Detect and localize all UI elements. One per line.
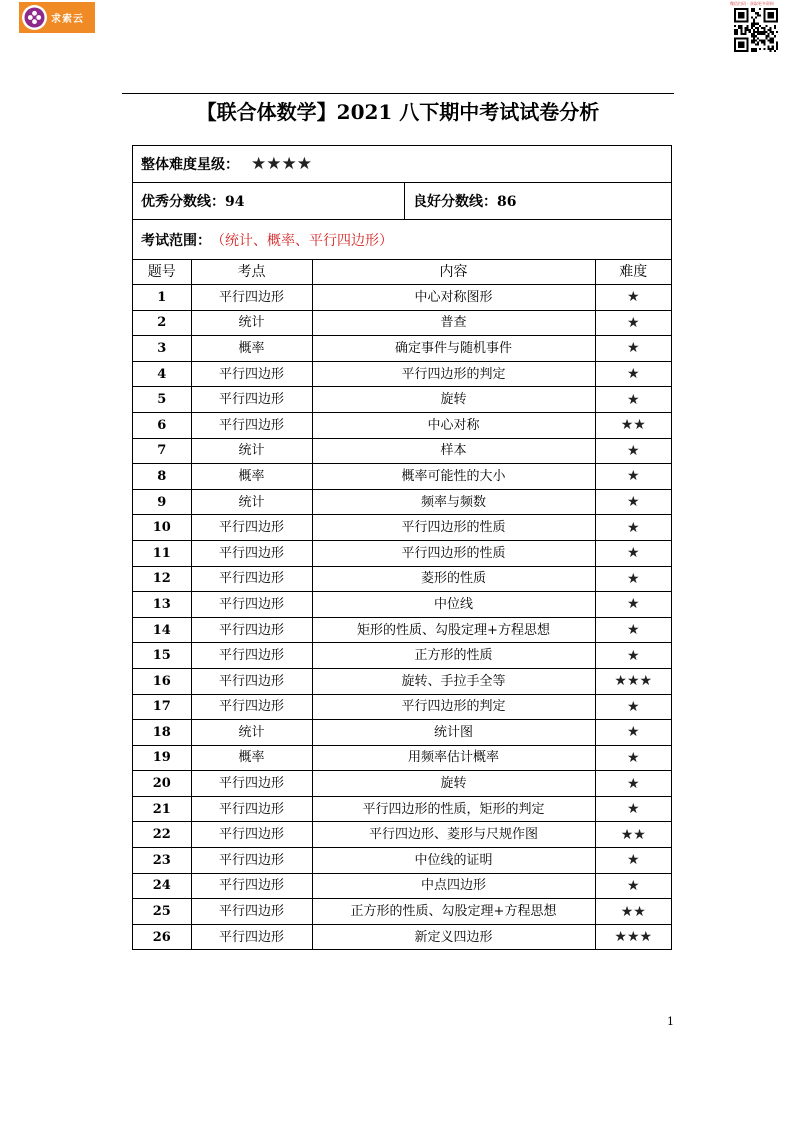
difficulty-cell: ★★ [595,822,671,848]
question-number: 3 [133,336,191,362]
qr-code-icon [734,8,778,52]
difficulty-cell: ★★ [595,412,671,438]
table-row [133,515,671,541]
good-score-line: 良好分数线：86 [413,194,517,210]
table-row [133,387,671,413]
difficulty-cell: ★★ [595,899,671,925]
content-cell: 确定事件与随机事件 [312,336,595,362]
logo-emblem-icon [22,5,47,30]
content-cell: 旋转 [312,771,595,797]
table-row [133,361,671,387]
analysis-sheet [132,145,672,950]
table-row [133,848,671,874]
document-title: 【联合体数学】2021 八下期中考试试卷分析 [196,100,600,124]
question-number: 8 [133,464,191,490]
table-row [133,899,671,925]
difficulty-cell: ★ [595,771,671,797]
content-cell: 正方形的性质 [312,643,595,669]
topic-cell: 平行四边形 [191,285,312,311]
difficulty-cell: ★ [595,361,671,387]
overall-difficulty-row [133,146,671,183]
content-cell: 平行四边形的性质 [312,540,595,566]
table-header-row [133,260,671,285]
table-row [133,336,671,362]
difficulty-cell: ★ [595,694,671,720]
table-row [133,668,671,694]
content-cell: 频率与频数 [312,489,595,515]
content-cell: 新定义四边形 [312,924,595,949]
page-number: 1 [667,1015,674,1028]
difficulty-cell: ★ [595,489,671,515]
question-number: 20 [133,771,191,797]
difficulty-cell: ★ [595,643,671,669]
content-cell: 中位线 [312,592,595,618]
table-row [133,873,671,899]
question-number: 17 [133,694,191,720]
content-cell: 旋转、手拉手全等 [312,668,595,694]
question-number: 23 [133,848,191,874]
column-header-difficulty: 难度 [595,260,671,285]
content-cell: 概率可能性的大小 [312,464,595,490]
table-row [133,924,671,949]
table-row [133,438,671,464]
topic-cell: 平行四边形 [191,515,312,541]
question-number: 4 [133,361,191,387]
table-row [133,540,671,566]
difficulty-cell: ★ [595,310,671,336]
excellent-score-line: 优秀分数线：94 [133,183,405,219]
topic-cell: 平行四边形 [191,412,312,438]
topic-cell: 概率 [191,464,312,490]
header-rule [122,93,674,94]
table-row [133,566,671,592]
difficulty-cell: ★ [595,566,671,592]
question-number: 25 [133,899,191,925]
table-row [133,643,671,669]
question-number: 24 [133,873,191,899]
question-number: 13 [133,592,191,618]
question-number: 19 [133,745,191,771]
question-number: 1 [133,285,191,311]
difficulty-cell: ★★★ [595,924,671,949]
topic-cell: 平行四边形 [191,848,312,874]
question-number: 14 [133,617,191,643]
question-table [133,260,671,949]
content-cell: 中心对称图形 [312,285,595,311]
scope-value: （统计、概率、平行四边形） [211,232,393,249]
content-cell: 样本 [312,438,595,464]
topic-cell: 平行四边形 [191,771,312,797]
question-number: 7 [133,438,191,464]
question-number: 10 [133,515,191,541]
content-cell: 普查 [312,310,595,336]
topic-cell: 平行四边形 [191,643,312,669]
difficulty-cell: ★ [595,617,671,643]
topic-cell: 平行四边形 [191,592,312,618]
table-row [133,489,671,515]
difficulty-cell: ★ [595,745,671,771]
question-number: 22 [133,822,191,848]
table-row [133,617,671,643]
difficulty-stars: ★★★★ [251,154,312,174]
content-cell: 用频率估计概率 [312,745,595,771]
table-row [133,720,671,746]
table-row [133,822,671,848]
table-row [133,310,671,336]
content-cell: 菱形的性质 [312,566,595,592]
topic-cell: 概率 [191,336,312,362]
content-cell: 矩形的性质、勾股定理+方程思想 [312,617,595,643]
difficulty-cell: ★ [595,464,671,490]
topic-cell: 平行四边形 [191,540,312,566]
difficulty-cell: ★ [595,387,671,413]
question-number: 6 [133,412,191,438]
difficulty-cell: ★ [595,848,671,874]
topic-cell: 平行四边形 [191,361,312,387]
content-cell: 中点四边形 [312,873,595,899]
topic-cell: 统计 [191,720,312,746]
topic-cell: 统计 [191,489,312,515]
topic-cell: 平行四边形 [191,387,312,413]
topic-cell: 统计 [191,310,312,336]
question-number: 26 [133,924,191,949]
content-cell: 统计图 [312,720,595,746]
column-header-content: 内容 [312,260,595,285]
table-row [133,694,671,720]
content-cell: 平行四边形的判定 [312,694,595,720]
column-header-number: 题号 [133,260,191,285]
difficulty-cell: ★ [595,336,671,362]
difficulty-cell: ★ [595,540,671,566]
table-row [133,464,671,490]
difficulty-cell: ★ [595,720,671,746]
question-number: 15 [133,643,191,669]
table-row [133,796,671,822]
table-row [133,771,671,797]
content-cell: 旋转 [312,387,595,413]
table-row [133,412,671,438]
content-cell: 平行四边形的性质，矩形的判定 [312,796,595,822]
question-number: 11 [133,540,191,566]
question-number: 12 [133,566,191,592]
content-cell: 中心对称 [312,412,595,438]
difficulty-label: 整体难度星级： [141,157,239,173]
question-number: 9 [133,489,191,515]
exam-scope-row [133,220,671,260]
topic-cell: 平行四边形 [191,668,312,694]
topic-cell: 统计 [191,438,312,464]
difficulty-cell: ★ [595,873,671,899]
difficulty-cell: ★ [595,796,671,822]
difficulty-cell: ★★★ [595,668,671,694]
topic-cell: 平行四边形 [191,924,312,949]
table-row [133,285,671,311]
logo-text: 求索云 [51,14,84,25]
content-cell: 中位线的证明 [312,848,595,874]
topic-cell: 平行四边形 [191,617,312,643]
question-number: 18 [133,720,191,746]
content-cell: 平行四边形、菱形与尺规作图 [312,822,595,848]
question-number: 16 [133,668,191,694]
score-lines-row [133,183,671,220]
topic-cell: 平行四边形 [191,899,312,925]
table-row [133,592,671,618]
brand-logo [19,2,95,33]
question-number: 5 [133,387,191,413]
topic-cell: 概率 [191,745,312,771]
topic-cell: 平行四边形 [191,873,312,899]
content-cell: 平行四边形的性质 [312,515,595,541]
column-header-topic: 考点 [191,260,312,285]
difficulty-cell: ★ [595,285,671,311]
difficulty-cell: ★ [595,438,671,464]
scope-label: 考试范围： [141,232,211,249]
difficulty-cell: ★ [595,592,671,618]
topic-cell: 平行四边形 [191,694,312,720]
difficulty-cell: ★ [595,515,671,541]
qr-caption: 微信扫码 · 获取更多资料 [730,1,774,6]
topic-cell: 平行四边形 [191,822,312,848]
content-cell: 正方形的性质、勾股定理+方程思想 [312,899,595,925]
topic-cell: 平行四边形 [191,796,312,822]
content-cell: 平行四边形的判定 [312,361,595,387]
question-number: 21 [133,796,191,822]
table-row [133,745,671,771]
question-number: 2 [133,310,191,336]
topic-cell: 平行四边形 [191,566,312,592]
